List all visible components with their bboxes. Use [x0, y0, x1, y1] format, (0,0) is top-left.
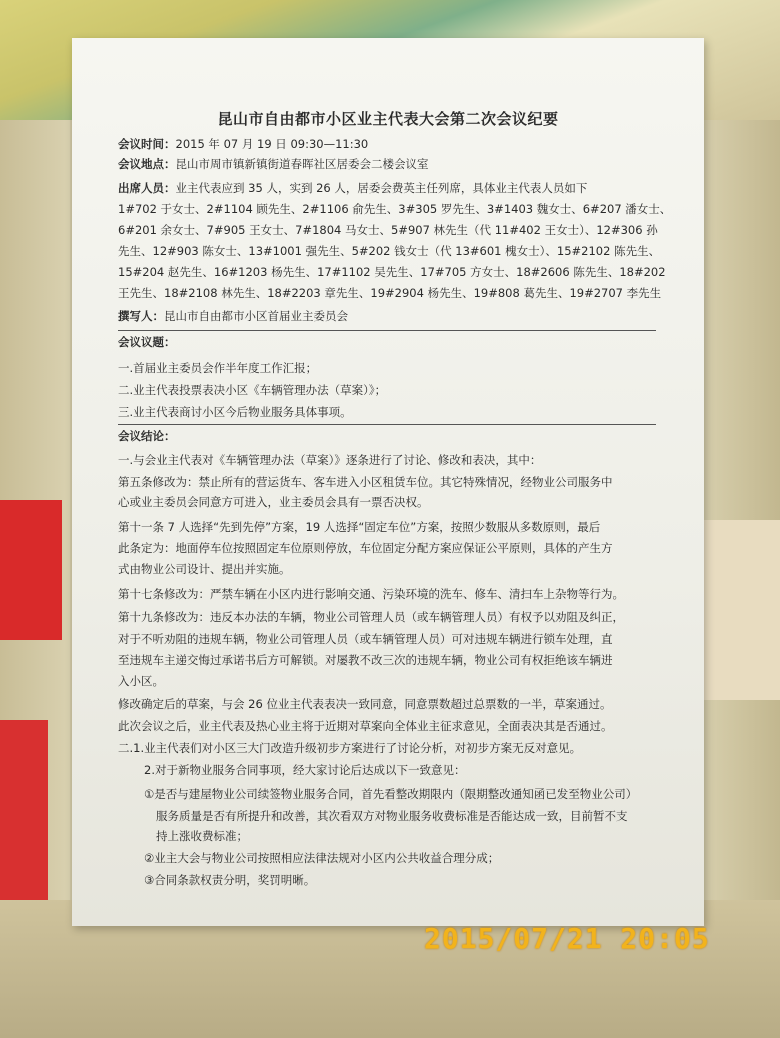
meeting-place-value: 昆山市周市镇新镇街道春晖社区居委会二楼会议室 [175, 157, 429, 171]
conclusion-line: 第十七条修改为：严禁车辆在小区内进行影响交通、污染环境的洗车、修车、清扫车上杂物等行为。 [118, 587, 624, 601]
attendees-line: 1#702 于女士、2#1104 顾先生、2#1106 俞先生、3#305 罗先生、3#1403 魏女士、6#207 潘女士、 [118, 202, 672, 216]
conclusion-line: 第十一条 7 人选择“先到先停”方案，19 人选择“固定车位”方案，按照少数服从多数原则，最后 [118, 520, 601, 534]
background-right [700, 120, 780, 900]
camera-date-stamp: 2015/07/21 20:05 [424, 922, 710, 955]
notice-paper [72, 38, 704, 926]
attendees-label: 出席人员： [118, 181, 176, 195]
conclusion-line: 持上涨收费标准； [156, 829, 248, 843]
attendees-line: 先生、12#903 陈女士、13#1001 强先生、5#202 钱女士（代 13#601 槐女士）、15#2102 陈先生、 [118, 244, 661, 258]
conclusion-line: 一.与会业主代表对《车辆管理办法（草案）》逐条进行了讨论、修改和表决，其中： [118, 453, 542, 467]
agenda-heading: 会议议题： [118, 335, 176, 349]
conclusion-line: 二.1.业主代表们对小区三大门改造升级初步方案进行了讨论分析，对初步方案无反对意见。 [118, 741, 582, 755]
writer-label: 撰写人： [118, 309, 164, 323]
conclusion-line: 修改确定后的草案，与会 26 位业主代表表决一致同意，同意票数超过总票数的一半，草案通过。 [118, 697, 612, 711]
conclusion-line: ③合同条款权责分明，奖罚明晰。 [144, 873, 316, 887]
agenda-item: 二.业主代表投票表决小区《车辆管理办法（草案）》； [118, 383, 387, 397]
document-title: 昆山市自由都市小区业主代表大会第二次会议纪要 [217, 110, 559, 128]
agenda-item: 一.首届业主委员会作半年度工作汇报； [118, 361, 318, 375]
conclusion-heading: 会议结论： [118, 429, 176, 443]
agenda-item: 三.业主代表商讨小区今后物业服务具体事项。 [118, 405, 352, 419]
attendees-line: 王先生、18#2108 林先生、18#2203 章先生、19#2904 杨先生、19#808 葛先生、19#2707 李先生 [118, 286, 662, 300]
writer-row [118, 308, 348, 324]
meeting-time-label: 会议时间： [118, 137, 176, 151]
attendees-line: 6#201 余女士、7#905 王女士、7#1804 马女士、5#907 林先生（代 11#402 王女士）、12#306 孙 [118, 223, 658, 237]
conclusion-line: 此条定为：地面停车位按照固定车位原则停放，车位固定分配方案应保证公平原则，具体的产生方 [118, 541, 613, 555]
divider [118, 424, 656, 425]
conclusion-line: 第五条修改为：禁止所有的营运货车、客车进入小区租赁车位。其它特殊情况，经物业公司服务中 [118, 475, 613, 489]
conclusion-line: 心或业主委员会同意方可进入，业主委员会具有一票否决权。 [118, 495, 429, 509]
meeting-place-label: 会议地点： [118, 157, 176, 171]
meeting-place-row [118, 156, 429, 172]
conclusion-line: 式由物业公司设计、提出并实施。 [118, 562, 291, 576]
meeting-time-row [118, 136, 368, 152]
conclusion-line: ①是否与建屋物业公司续签物业服务合同，首先看整改期限内（限期整改通知函已发至物业公司） [144, 787, 638, 801]
background-light-block [700, 520, 780, 700]
conclusion-line: 服务质量是否有所提升和改善，其次看双方对物业服务收费标准是否能达成一致，目前暂不支 [156, 809, 628, 823]
background-red-block [0, 500, 62, 640]
meeting-time-value: 2015 年 07 月 19 日 09:30—11:30 [175, 137, 369, 151]
conclusion-line: 至违规车主递交悔过承诺书后方可解锁。对屡教不改三次的违规车辆，物业公司有权拒绝该车辆进 [118, 653, 613, 667]
conclusion-line: 对于不听劝阻的违规车辆，物业公司管理人员（或车辆管理人员）可对违规车辆进行锁车处理，直 [118, 632, 613, 646]
conclusion-line: 2.对于新物业服务合同事项，经大家讨论后达成以下一致意见： [144, 763, 466, 777]
attendees-line: 15#204 赵先生、16#1203 杨先生、17#1102 吴先生、17#705 方女士、18#2606 陈先生、18#202 [118, 265, 666, 279]
writer-value: 昆山市自由都市小区首届业主委员会 [164, 309, 348, 323]
conclusion-line: ②业主大会与物业公司按照相应法律法规对小区内公共收益合理分成； [144, 851, 500, 865]
divider [118, 330, 656, 331]
conclusion-line: 此次会议之后，业主代表及热心业主将于近期对草案向全体业主征求意见，全面表决其是否通过。 [118, 719, 613, 733]
conclusion-line: 入小区。 [118, 674, 164, 688]
conclusion-line: 第十九条修改为：违反本办法的车辆，物业公司管理人员（或车辆管理人员）有权予以劝阻及纠正， [118, 610, 624, 624]
attendees-row [118, 180, 587, 196]
attendees-line: 业主代表应到 35 人，实到 26 人，居委会费英主任列席，具体业主代表人员如下 [175, 181, 588, 195]
